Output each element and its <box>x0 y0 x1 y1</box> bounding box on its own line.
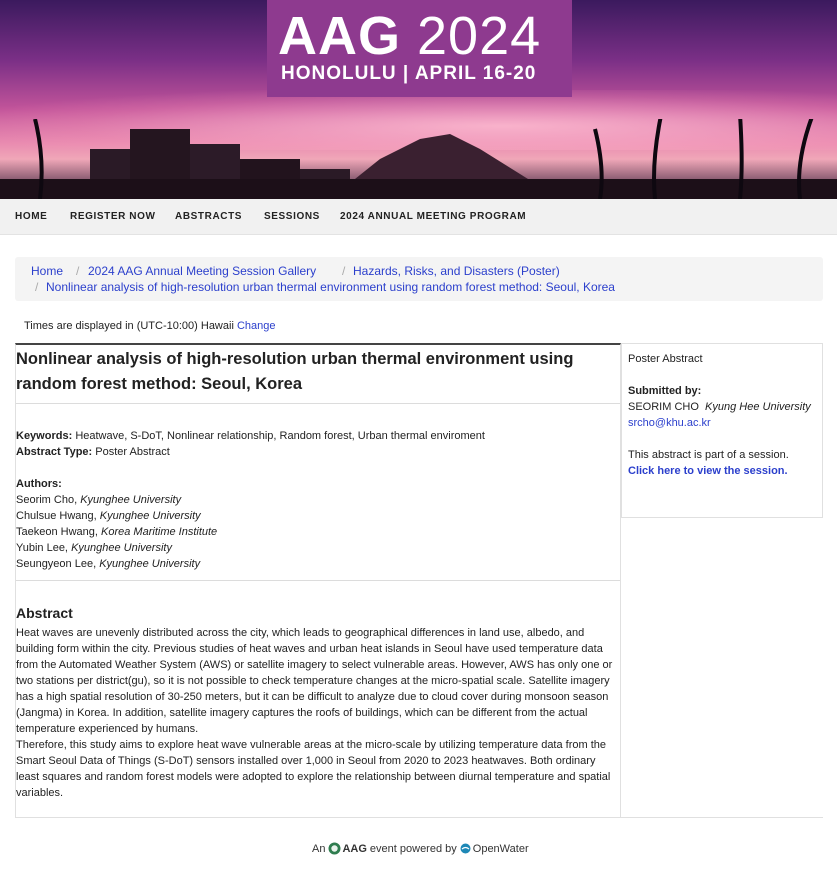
submitted-by-label: Submitted by: <box>628 385 702 397</box>
timezone-notice <box>24 320 276 332</box>
main-nav <box>0 199 837 235</box>
abstract-paragraph: Heat waves are unevenly distributed across the city, which leads to geographical differences in land use, albedo, and building form within the city. Previous studies of heat waves and urban heat islands in Seoul have used temperature data from the Automated Weather System (AWS) or satellite imagery to select vulnerable areas. However, AWS has only one or two stations per district(gu), so it is not possible to check temperature changes at the micro-spatial scale. Satellite imagery has a high spatial resolution of 30-250 meters, but it can be difficult to analyze due to cloud cover during monsoon season (Jangma) in Korea. In addition, satellite imagery captures the roofs of buildings, which can be different from the actual temperature experienced by humans. <box>16 627 613 735</box>
abstract-sidebar <box>621 343 823 518</box>
submitter-email-link[interactable]: srcho@khu.ac.kr <box>628 417 711 429</box>
breadcrumb-separator: / <box>342 264 346 278</box>
footer-prefix: An <box>312 842 326 855</box>
abstract-type-value: Poster Abstract <box>95 446 170 458</box>
nav-abstracts[interactable]: ABSTRACTS <box>175 211 243 222</box>
keywords-label: Keywords: <box>16 430 73 442</box>
abstract-body <box>16 625 618 801</box>
submitter-name: SEORIM CHO <box>628 401 699 413</box>
aag-logo[interactable]: AAG <box>328 842 366 855</box>
breadcrumb-separator: / <box>35 280 39 294</box>
openwater-drop-icon <box>460 843 471 854</box>
submitter-affiliation: Kyung Hee University <box>705 401 811 413</box>
session-note: This abstract is part of a session. <box>628 449 789 461</box>
timezone-change-link[interactable]: Change <box>236 320 276 332</box>
skyline-palms-illustration <box>0 119 837 199</box>
abstract-type-label: Abstract Type: <box>16 446 93 458</box>
event-logo: AAG 2024 <box>278 6 542 66</box>
breadcrumb-home[interactable]: Home <box>31 264 64 278</box>
author-item: Seorim Cho, Kyunghee University <box>16 494 182 506</box>
divider <box>15 817 823 818</box>
aag-globe-icon <box>328 842 341 855</box>
nav-register-now[interactable]: REGISTER NOW <box>70 211 156 222</box>
breadcrumb-session-gallery[interactable]: 2024 AAG Annual Meeting Session Gallery <box>88 264 317 278</box>
divider <box>16 403 620 404</box>
author-item: Chulsue Hwang, Kyunghee University <box>16 510 201 522</box>
view-session-link[interactable]: Click here to view the session. <box>628 465 788 477</box>
breadcrumb-separator: / <box>76 264 80 278</box>
nav-home[interactable]: HOME <box>15 211 48 222</box>
submitter-row <box>628 401 811 413</box>
author-item: Seungyeon Lee, Kyunghee University <box>16 558 201 570</box>
abstract-title: Nonlinear analysis of high-resolution urban thermal environment using random forest method: Seoul, Korea <box>16 350 574 393</box>
authors-label: Authors: <box>16 478 62 490</box>
breadcrumb-current-abstract[interactable]: Nonlinear analysis of high-resolution urban thermal environment using random forest method: Seoul, Korea <box>46 280 615 294</box>
footer <box>312 842 529 855</box>
abstract-paragraph: Therefore, this study aims to explore heat wave vulnerable areas at the micro-scale by utilizing temperature data from the Smart Seoul Data of Things (S-DoT) sensors installed over 1,000 in Seoul from 2020 to 2023 heatwaves. Both ordinary least squares and random forest models were adopted to explore the relationship between diurnal temperature and spatial variables. <box>16 739 611 799</box>
abstract-heading: Abstract <box>16 605 73 621</box>
nav-sessions[interactable]: SESSIONS <box>264 211 320 222</box>
sidebar-abstract-type: Poster Abstract <box>628 353 703 365</box>
event-location-dates: HONOLULU | APRIL 16-20 <box>281 63 537 84</box>
abstract-type-row <box>16 444 170 460</box>
openwater-logo[interactable]: OpenWater <box>460 843 529 855</box>
breadcrumb-session[interactable]: Hazards, Risks, and Disasters (Poster) <box>353 264 560 278</box>
keywords-value: Heatwave, S-DoT, Nonlinear relationship, Random forest, Urban thermal enviroment <box>75 430 485 442</box>
nav-annual-meeting-program[interactable]: 2024 ANNUAL MEETING PROGRAM <box>340 211 527 222</box>
divider <box>16 580 620 581</box>
header-banner <box>0 0 837 199</box>
keywords-row <box>16 428 485 444</box>
timezone-text: Times are displayed in (UTC-10:00) Hawaii <box>24 320 234 332</box>
author-item: Yubin Lee, Kyunghee University <box>16 542 172 554</box>
author-item: Taekeon Hwang, Korea Maritime Institute <box>16 526 218 538</box>
footer-powered-text: event powered by <box>369 842 457 855</box>
